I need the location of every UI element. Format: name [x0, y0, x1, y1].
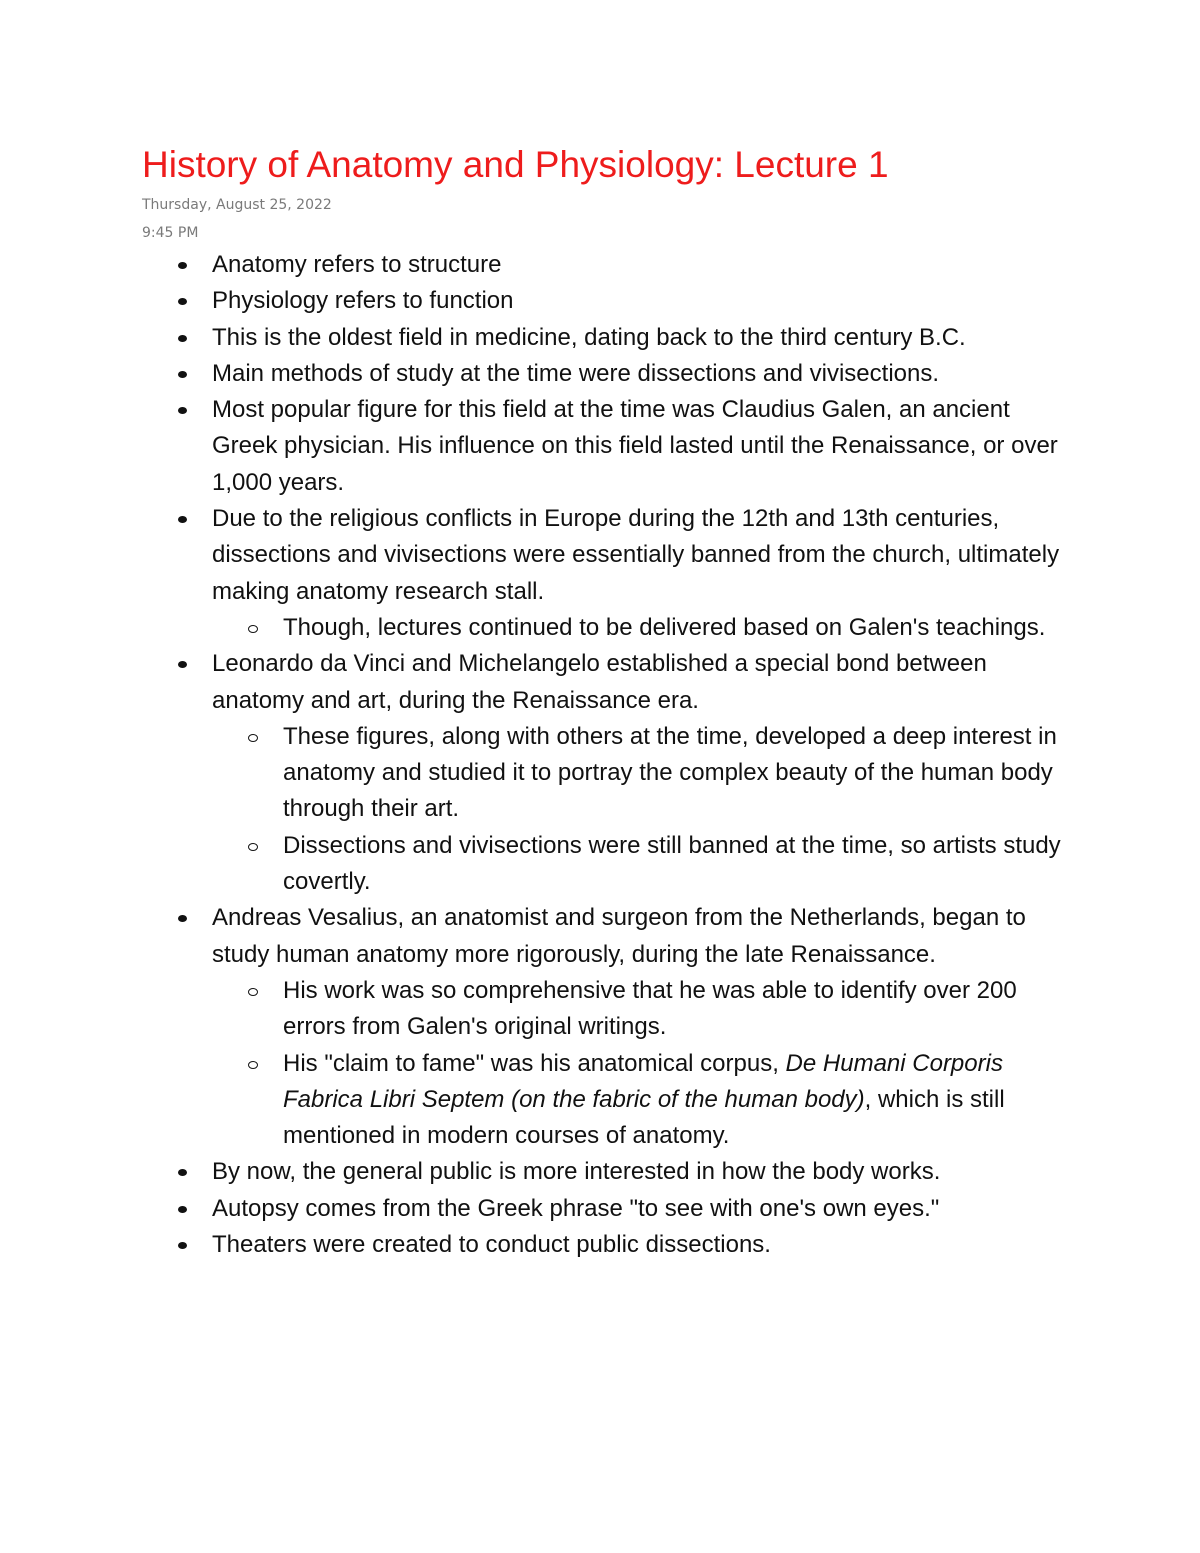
filled-bullet-icon: [178, 1169, 187, 1176]
sub-list-item-text: Though, lectures continued to be delivered based on Galen's teachings.: [283, 613, 1046, 641]
note-time: 9:45 PM: [142, 225, 199, 241]
book-title-italic: De Humani Corporis Fabrica Libri Septem (on the fabric of the human body): [283, 1049, 1003, 1113]
filled-bullet-icon: [178, 262, 187, 269]
filled-bullet-icon: [178, 298, 187, 305]
sub-list-item: [283, 1046, 1073, 1155]
list-item-text: This is the oldest field in medicine, dating back to the third century B.C.: [212, 323, 966, 351]
hollow-bullet-icon: [248, 625, 258, 633]
list-item-text: Anatomy refers to structure: [212, 251, 502, 278]
list-item: [212, 283, 1072, 319]
sub-list-item-text-post: , which is still mentioned in modern courses of anatomy.: [283, 1085, 1005, 1150]
hollow-bullet-icon: [248, 734, 258, 742]
filled-bullet-icon: [178, 1242, 187, 1249]
hollow-bullet-icon: [248, 843, 258, 851]
sub-list-item: [283, 973, 1073, 1046]
sub-list-item-text: Dissections and vivisections were still banned at the time, so artists study covertly.: [283, 831, 1061, 896]
list-item-text: Leonardo da Vinci and Michelangelo established a special bond between anatomy and art, during the Renaissance era.: [212, 650, 987, 714]
list-item: [212, 646, 1072, 719]
filled-bullet-icon: [178, 371, 187, 378]
list-item: [212, 320, 1072, 356]
list-item-text: By now, the general public is more interested in how the body works.: [212, 1158, 941, 1186]
filled-bullet-icon: [178, 335, 187, 342]
list-item: [212, 356, 1072, 392]
hollow-bullet-icon: [248, 1061, 258, 1069]
sub-list-item-text: These figures, along with others at the time, developed a deep interest in anatomy and studied it to portray the complex beauty of the human body through their art.: [283, 722, 1057, 823]
list-item-text: Theaters were created to conduct public dissections.: [212, 1231, 771, 1259]
filled-bullet-icon: [178, 516, 187, 523]
list-item-text: Autopsy comes from the Greek phrase "to see with one's own eyes.": [212, 1194, 940, 1222]
list-item: [212, 1227, 1072, 1263]
list-item: [212, 1191, 1072, 1227]
filled-bullet-icon: [178, 661, 187, 668]
sub-list-item-text: His work was so comprehensive that he was able to identify over 200 errors from Galen's original writings.: [283, 976, 1017, 1041]
note-date: Thursday, August 25, 2022: [142, 197, 332, 213]
hollow-bullet-icon: [248, 988, 258, 996]
list-item-text: Andreas Vesalius, an anatomist and surgeon from the Netherlands, began to study human anatomy more rigorously, during the late Renaissance.: [212, 904, 1026, 968]
filled-bullet-icon: [178, 407, 187, 414]
list-item: [212, 392, 1072, 501]
list-item: [212, 247, 1072, 283]
sub-list-item: [283, 610, 1073, 646]
filled-bullet-icon: [178, 1206, 187, 1213]
list-item: [212, 900, 1072, 973]
list-item: [212, 1154, 1072, 1190]
sub-list-item: [283, 828, 1073, 901]
sub-list-item: [283, 719, 1073, 828]
list-item: [212, 501, 1072, 610]
bullet-list: [0, 247, 1200, 1263]
list-item-text: Main methods of study at the time were dissections and vivisections.: [212, 359, 940, 387]
page-title: History of Anatomy and Physiology: Lecture 1: [142, 144, 889, 185]
sub-list-item-text-pre: His "claim to fame" was his anatomical corpus,: [283, 1049, 786, 1077]
filled-bullet-icon: [178, 915, 187, 922]
list-item-text: Due to the religious conflicts in Europe during the 12th and 13th centuries, dissections and vivisections were essentially banned from the church, ultimately making anatomy research stall.: [212, 505, 1060, 605]
list-item-text: Most popular figure for this field at the time was Claudius Galen, an ancient Greek physician. His influence on this field lasted until the Renaissance, or over 1,000 years.: [212, 396, 1058, 496]
list-item-text: Physiology refers to function: [212, 287, 514, 315]
